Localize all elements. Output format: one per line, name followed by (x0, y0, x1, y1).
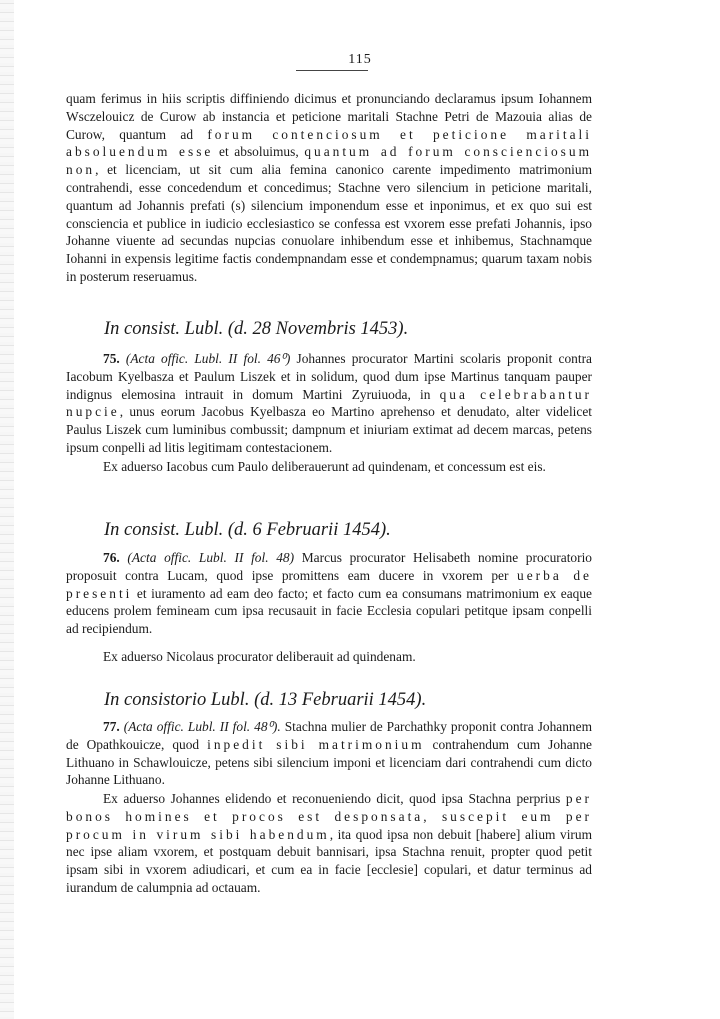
entry-76-response: Ex aduerso Nicolaus procurator deliberauit ad quindenam. (103, 649, 416, 664)
spaced-phrase: forum contenciosum et peticione maritali absoluendum esse (66, 126, 592, 160)
page-number-rule (296, 70, 368, 71)
spaced-phrase: uerba de presenti (66, 567, 592, 601)
entry-number: 75. (103, 351, 120, 366)
entry-number: 76. (103, 550, 120, 565)
entry-source: (Acta offic. Lubl. II fol. 48⁰). (123, 719, 281, 734)
entry-source: (Acta offic. Lubl. II fol. 46⁰) (125, 351, 291, 366)
spaced-phrase: per bonos homines et procos est desponsata, suscepit eum per procum in virum sibi habendum (66, 791, 592, 842)
entry-77-paragraph: 77. (Acta offic. Lubl. II fol. 48⁰). Stachna mulier de Parchathky proponit contra Johannem de Opathkouicze, quod inpedit sibi matrimonium contrahendum cum Johanne Lithuano in Schawlouicze, petens sibi silencium imponi et licenciam dari contrahendi cum dicto Johanne Lithuano. (66, 719, 593, 788)
entry-number: 77. (103, 719, 120, 734)
entry-75-response: Ex aduerso Iacobus cum Paulo deliberauerunt ad quindenam, et concessum est eis. (103, 459, 546, 474)
spaced-phrase: quantum ad forum conscienciosum non (66, 144, 592, 178)
page-number: 115 (348, 52, 372, 67)
entry-75-paragraph: 75. (Acta offic. Lubl. II fol. 46⁰) Johannes procurator Martini scolaris proponit contra Iacobum Kyelbasza et Paulum Liszek et in solidum, quod dum ipse Martinus tanquam pauper indignus elemosina intrauit in domum Martini Zyruiuoda, in qua celebrabantur nupcie, unus eorum Jacobus Kyelbasza eo Martino aprehenso et denudato, alter videlicet Paulus Liszek cum luminibus combussit; dampnum et iniuriam extimat ad decem marcas, petens ipsum conpelli ad litis legitimam contestacionem. (66, 351, 592, 455)
entry-heading-77: In consistorio Lubl. (d. 13 Februarii 1454). (104, 690, 427, 710)
entry-77-response: Ex aduerso Johannes elidendo et reconueniendo dicit, quod ipsa Stachna perprius per bonos homines et procos est desponsata, suscepit eum per procum in virum sibi habendum, ita quod ipsa non debuit [habere] alium virum nec ipse aliam vxorem, et postquam debuit bannisari, ipsa Stachna renuit, propter quod petit ipsam sibi in vxorem adiudicari, et cum ea in facie [ecclesie] copulari, et datur terminus ad iurandum de calumpnia ad octauam. (66, 791, 592, 895)
spaced-phrase: inpedit sibi matrimonium (207, 736, 425, 752)
spaced-phrase: qua celebrabantur nupcie (66, 386, 592, 420)
entry-heading-75: In consist. Lubl. (d. 28 Novembris 1453). (104, 319, 409, 339)
intro-paragraph: quam ferimus in hiis scriptis diffiniendo dicimus et pronunciando declaramus ipsum Iohannem Wsczelouicz de Curow ab instancia et peticione maritali Stachne Petri de Mazouia alias de Curow, quantum ad forum contenciosum et peticione maritali absoluendum esse et absoluimus, quantum ad forum conscienciosum non, et licenciam, ut sit cum alia femina canonico carente impedimento matrimonium contrahendi, esse concedendum et concedimus; Stachne vero silencium in peticione maritali, quantum ad Johannis prefati (s) silencium imponendum esse et inponimus, et ex quo sui est consciencia et publice in iudicio ecclesiastico se confessa est vxorem esse prefati Johannis, ipso Johanne viuente ad secundas nupcias conuolare inhibendum esse et inhibemus, Stachnamque Iohanni in expensis legitime factis condempnandam esse et condempnamus; quarum taxam nobis in posterum reseruamus. (66, 91, 592, 284)
entry-source: (Acta offic. Lubl. II fol. 48) (127, 550, 295, 565)
entry-heading-76: In consist. Lubl. (d. 6 Februarii 1454). (104, 520, 391, 540)
scan-binding-edge (0, 0, 14, 1019)
entry-76-paragraph: 76. (Acta offic. Lubl. II fol. 48) Marcus procurator Helisabeth nomine procuratorio proposuit contra Lucam, quod ipse promittens eam ducere in vxorem per uerba de presenti et iuramento ad eam deo facto; et facto cum ea consumans matrimonium ex eaque educens prolem femineam cum ipsa recusauit in facie Ecclesia copulari petitque ipsam conpelli ad recipiendum. (66, 550, 592, 637)
